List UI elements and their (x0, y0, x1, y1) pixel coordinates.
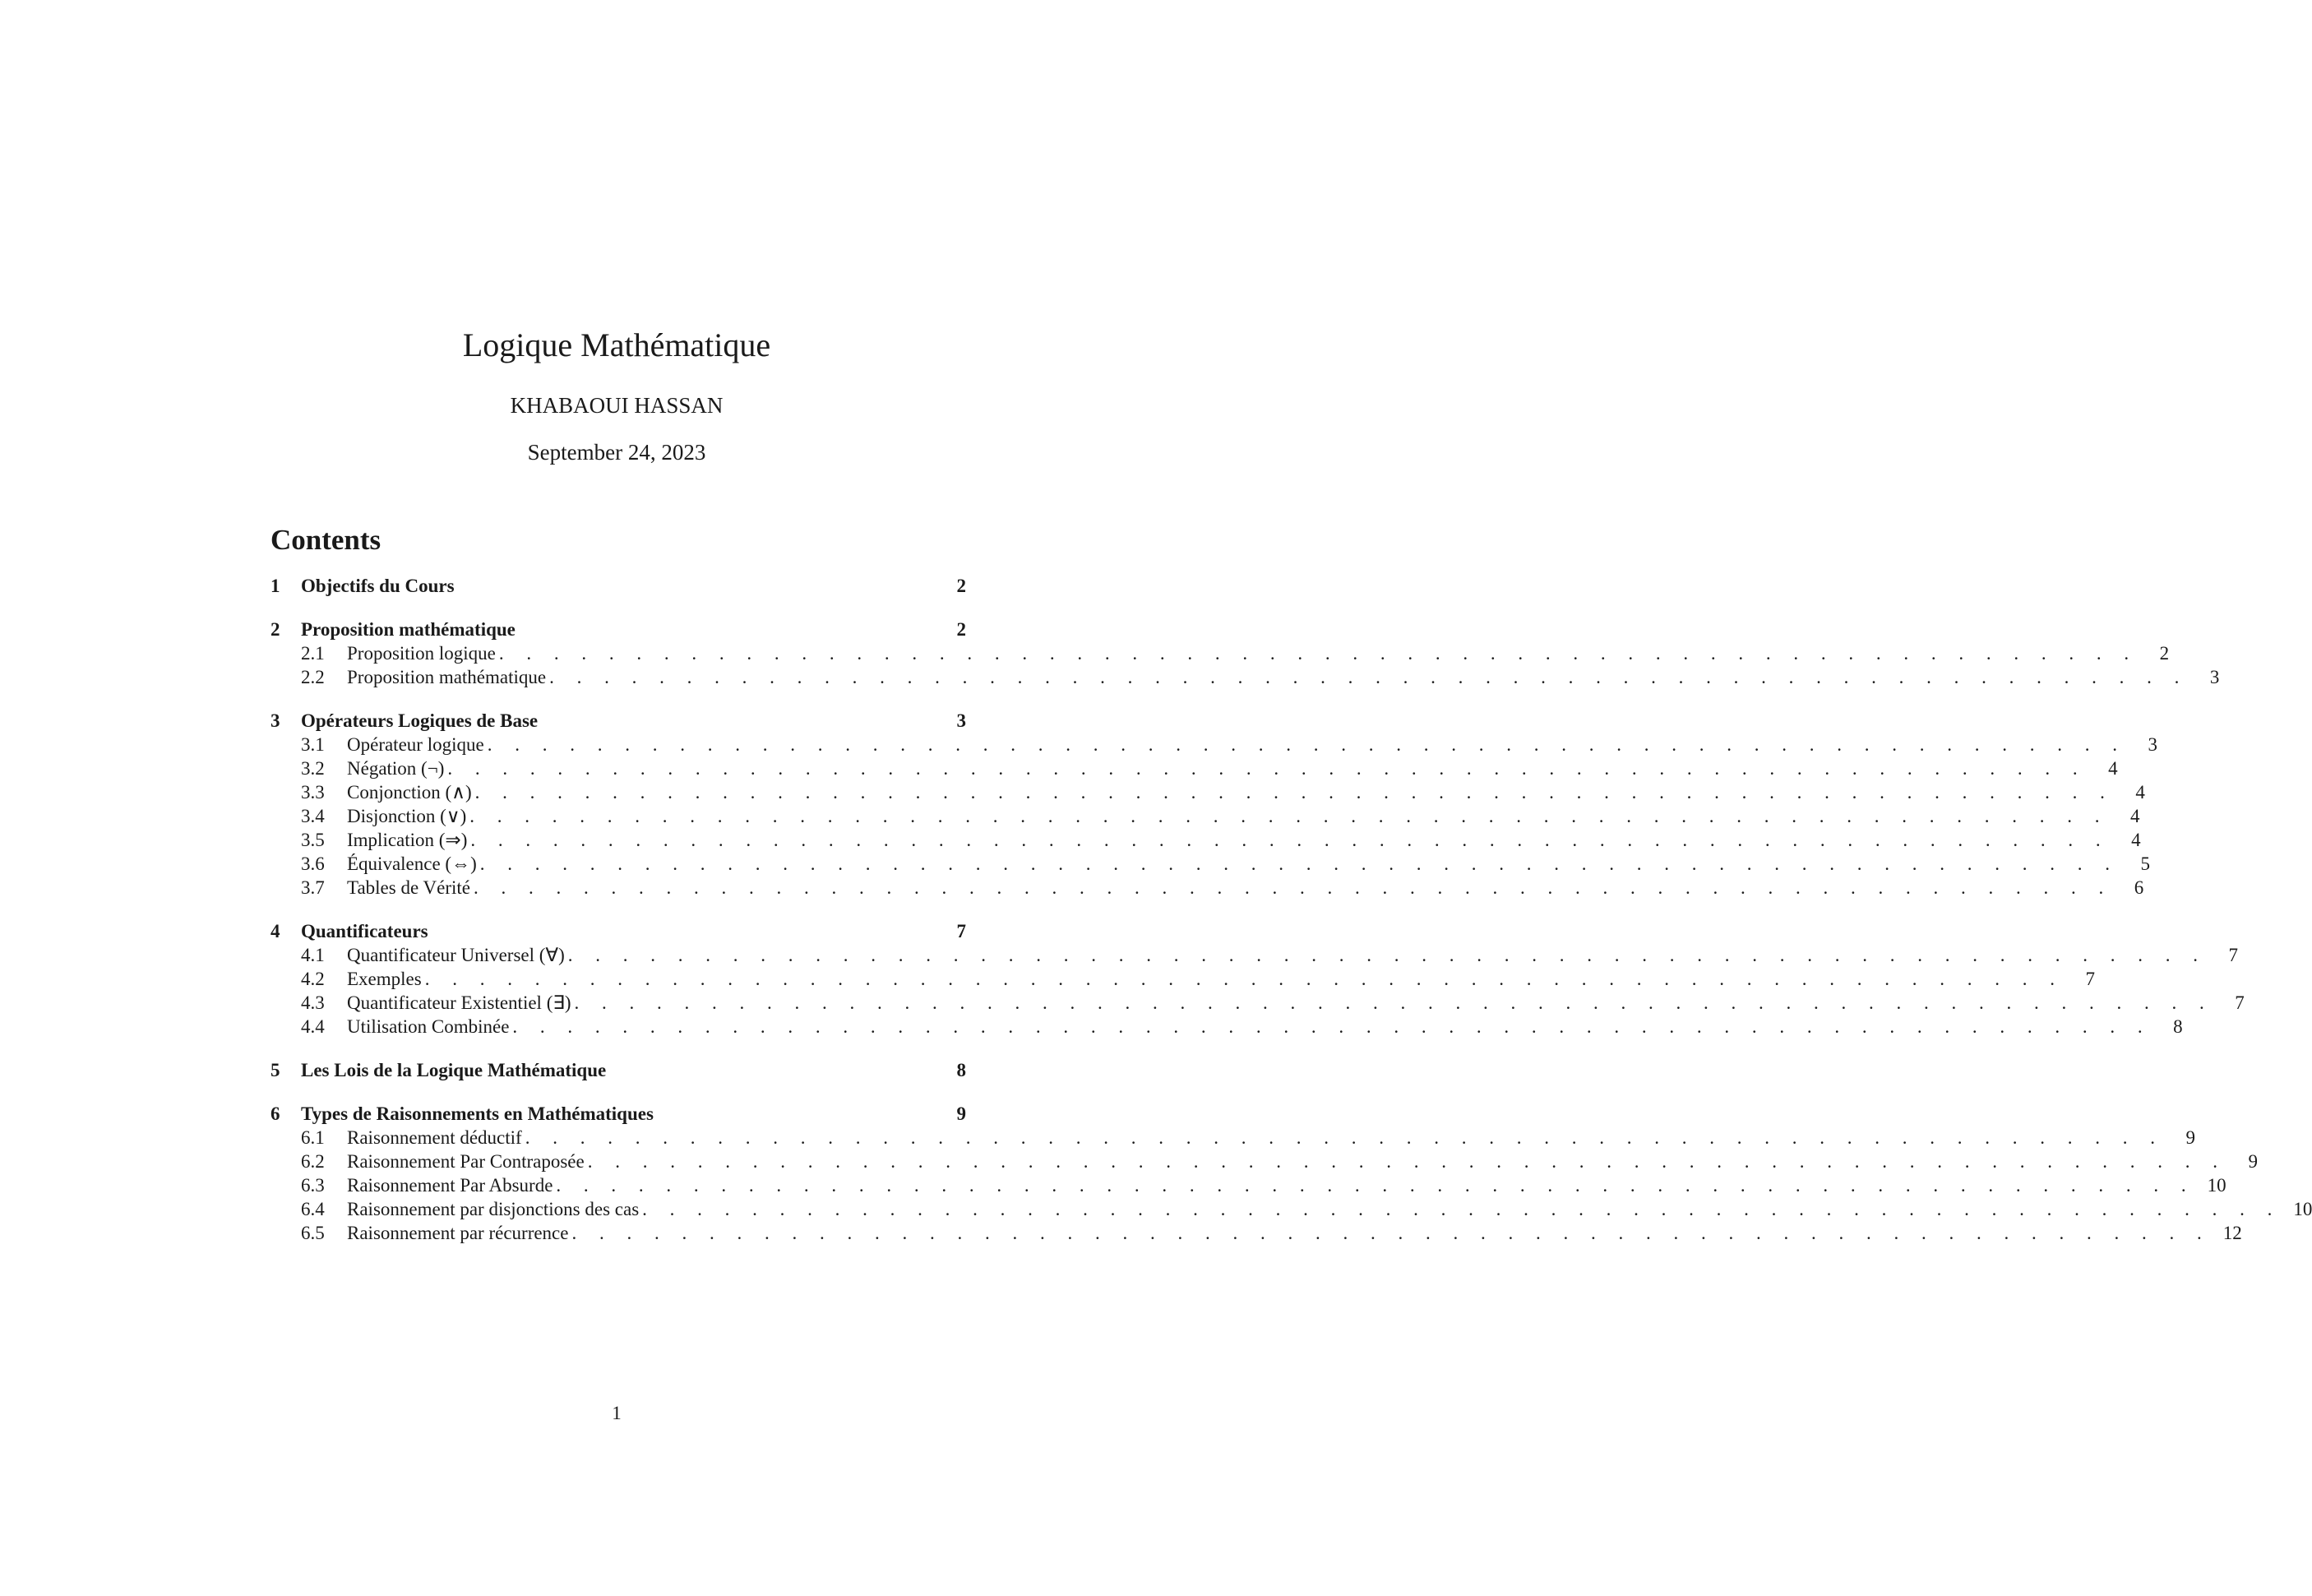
document-author: KHABAOUI HASSAN (510, 393, 724, 418)
toc-subsection-page: 9 (2185, 1127, 2195, 1148)
toc-subsection-page: 4 (2108, 758, 2118, 779)
toc-subsection-page: 3 (2209, 667, 2220, 687)
toc-section-title: Types de Raisonnements en Mathématiques (301, 1103, 654, 1124)
toc-section-number: 1 (271, 576, 280, 596)
toc-subsection-number: 6.2 (301, 1151, 325, 1172)
toc-subsection-number: 3.1 (301, 734, 325, 755)
toc-subsection-title: Utilisation Combinée (347, 1016, 510, 1037)
toc-dot-leader: . . . . . . . . . . . . . . . . . . . . . . . . . . . . . . . . . . . . . . . . . . . . . . . . . . . . . . . . . . . . (479, 854, 2119, 874)
toc-subsection-title: Négation (¬) (347, 758, 445, 779)
toc-section (271, 1102, 2312, 1245)
toc-subsection-entry[interactable] (271, 1150, 2258, 1173)
toc-subsection-page: 7 (2085, 969, 2095, 989)
toc-section-title: Les Lois de la Logique Mathématique (301, 1060, 607, 1080)
toc-dot-leader: . . . . . . . . . . . . . . . . . . . . . . . . . . . . . . . . . . . . . . . . . . . . . . . . . . . . . . . . . . . . (587, 1151, 2226, 1172)
toc-dot-leader: . . . . . . . . . . . . . . . . . . . . . . . . . . . . . . . . . . . . . . . . . . . . . . . . . . . . . . . . . . . . (424, 969, 2064, 989)
toc-subsection-page: 10 (2207, 1175, 2226, 1196)
toc-subsection-number: 4.1 (301, 945, 325, 965)
toc-subsection-page: 10 (2293, 1199, 2312, 1219)
toc-subsection-number: 4.4 (301, 1016, 325, 1037)
toc-subsection-number: 6.1 (301, 1127, 325, 1148)
toc-heading: Contents (271, 524, 381, 556)
toc-subsection-number: 6.3 (301, 1175, 325, 1196)
toc-section-title: Quantificateurs (301, 921, 428, 941)
toc-subsection-title: Raisonnement Par Absurde (347, 1175, 553, 1196)
document-date: September 24, 2023 (527, 440, 706, 465)
toc-section-entry[interactable] (271, 574, 966, 598)
toc-subsection-number: 6.4 (301, 1199, 325, 1219)
toc-subsection-number: 4.2 (301, 969, 325, 989)
toc-section (271, 1058, 966, 1082)
toc-subsection-page: 8 (2173, 1016, 2183, 1037)
toc-subsection-entry[interactable] (271, 1173, 2226, 1197)
toc-section-title: Opérateurs Logiques de Base (301, 710, 539, 731)
toc-subsection-entry[interactable] (271, 804, 2140, 828)
toc-section-entry[interactable] (271, 919, 966, 943)
toc-subsection-title: Raisonnement Par Contraposée (347, 1151, 585, 1172)
toc-section-number: 3 (271, 710, 280, 731)
toc-subsection-entry[interactable] (271, 1221, 2242, 1245)
toc-subsection-page: 7 (2228, 945, 2239, 965)
toc-dot-leader: . . . . . . . . . . . . . . . . . . . . . . . . . . . . . . . . . . . . . . . . . . . . . . . . . . . . . . . . . . . . (512, 1016, 2152, 1037)
toc-subsection-page: 4 (2135, 782, 2145, 803)
toc-dot-leader: . . . . . . . . . . . . . . . . . . . . . . . . . . . . . . . . . . . . . . . . . . . . . . . . . . . . . . . . . . . . (470, 830, 2110, 850)
toc-subsection-number: 3.4 (301, 806, 325, 826)
toc-dot-leader: . . . . . . . . . . . . . . . . . . . . . . . . . . . . . . . . . . . . . . . . . . . . . . . . . . . . . . . . . . . . (498, 643, 2139, 664)
toc-section-page: 9 (956, 1103, 966, 1124)
toc-dot-leader: . . . . . . . . . . . . . . . . . . . . . . . . . . . . . . . . . . . . . . . . . . . . . . . . . . . . . . . . . . . . (469, 806, 2109, 826)
toc-section-number: 6 (271, 1103, 280, 1124)
toc-subsection-number: 2.2 (301, 667, 325, 687)
toc-dot-leader: . . . . . . . . . . . . . . . . . . . . . . . . . . . . . . . . . . . . . . . . . . . . . . . . . . . . . . . . . . . . (473, 877, 2113, 898)
toc-subsection-page: 9 (2248, 1151, 2258, 1172)
toc-subsection-number: 2.1 (301, 643, 325, 664)
toc-subsection-title: Raisonnement par disjonctions des cas (347, 1199, 640, 1219)
toc-subsection-number: 3.5 (301, 830, 325, 850)
toc-subsection-title: Tables de Vérité (347, 877, 470, 898)
toc-section (271, 709, 2157, 900)
toc-section (271, 574, 966, 598)
toc-subsection-number: 3.2 (301, 758, 325, 779)
toc-subsection-entry[interactable] (271, 876, 2144, 900)
toc-section-number: 4 (271, 921, 280, 941)
toc-dot-leader: . . . . . . . . . . . . . . . . . . . . . . . . . . . . . . . . . . . . . . . . . . . . . . . . . . . . . . . . . . . . (574, 992, 2213, 1013)
toc-section-title: Objectifs du Cours (301, 576, 455, 596)
toc-section-page: 7 (956, 921, 966, 941)
toc-subsection-title: Raisonnement déductif (347, 1127, 522, 1148)
toc-section (271, 618, 2220, 689)
document-title: Logique Mathématique (462, 326, 771, 363)
toc-subsection-entry[interactable] (271, 967, 2095, 991)
toc-subsection-page: 4 (2129, 806, 2140, 826)
toc-section-number: 2 (271, 619, 280, 640)
toc-subsection-entry[interactable] (271, 756, 2118, 780)
toc-dot-leader: . . . . . . . . . . . . . . . . . . . . . . . . . . . . . . . . . . . . . . . . . . . . . . . . . . . . . . . . . . . . (447, 758, 2087, 779)
toc-subsection-title: Exemples (347, 969, 422, 989)
toc-section-page: 3 (956, 710, 966, 731)
toc-dot-leader: . . . . . . . . . . . . . . . . . . . . . . . . . . . . . . . . . . . . . . . . . . . . . . . . . . . . . . . . . . . . (556, 1175, 2195, 1196)
toc-subsection-page: 7 (2235, 992, 2245, 1013)
toc-subsection-entry[interactable] (271, 991, 2245, 1015)
toc-section (271, 919, 2245, 1039)
toc-section-page: 8 (956, 1060, 966, 1080)
toc-section-number: 5 (271, 1060, 280, 1080)
toc-section-page: 2 (956, 576, 966, 596)
toc-section-entry[interactable] (271, 709, 966, 733)
toc-subsection-page: 5 (2140, 854, 2150, 874)
toc-subsection-title: Quantificateur Existentiel (∃) (347, 992, 571, 1013)
toc-subsection-entry[interactable] (271, 852, 2150, 876)
toc-subsection-title: Proposition logique (347, 643, 496, 664)
toc-subsection-number: 4.3 (301, 992, 325, 1013)
toc-subsection-entry[interactable] (271, 641, 2170, 665)
toc-subsection-title: Proposition mathématique (347, 667, 547, 687)
toc-subsection-title: Équivalence (⇔) (347, 854, 477, 874)
toc-subsection-title: Raisonnement par récurrence (347, 1223, 569, 1243)
toc-dot-leader: . . . . . . . . . . . . . . . . . . . . . . . . . . . . . . . . . . . . . . . . . . . . . . . . . . . . . . . . . . . . (525, 1127, 2164, 1148)
page-number: 1 (612, 1403, 622, 1423)
toc-body (271, 574, 2312, 1245)
toc-section-entry[interactable] (271, 618, 966, 641)
toc-subsection-number: 3.7 (301, 877, 325, 898)
toc-subsection-title: Conjonction (∧) (347, 782, 472, 803)
toc-subsection-title: Opérateur logique (347, 734, 484, 755)
toc-dot-leader: . . . . . . . . . . . . . . . . . . . . . . . . . . . . . . . . . . . . . . . . . . . . . . . . . . . . . . . . . . . . (487, 734, 2126, 755)
toc-section-entry[interactable] (271, 1102, 966, 1126)
toc-subsection-page: 2 (2159, 643, 2170, 664)
toc-dot-leader: . . . . . . . . . . . . . . . . . . . . . . . . . . . . . . . . . . . . . . . . . . . . . . . . . . . . . . . . . . . . (567, 945, 2208, 965)
toc-subsection-entry[interactable] (271, 943, 2239, 967)
toc-subsection-page: 6 (2134, 877, 2144, 898)
toc-subsection-number: 6.5 (301, 1223, 325, 1243)
toc-subsection-page: 4 (2131, 830, 2141, 850)
toc-subsection-entry[interactable] (271, 1015, 2183, 1039)
toc-subsection-number: 3.3 (301, 782, 325, 803)
table-of-contents (271, 523, 2312, 1245)
toc-subsection-entry[interactable] (271, 1126, 2195, 1150)
toc-dot-leader: . . . . . . . . . . . . . . . . . . . . . . . . . . . . . . . . . . . . . . . . . . . . . . . . . . . . . . . . . . . . (474, 782, 2114, 803)
toc-subsection-entry[interactable] (271, 828, 2141, 852)
toc-subsection-title: Quantificateur Universel (∀) (347, 945, 565, 965)
toc-dot-leader: . . . . . . . . . . . . . . . . . . . . . . . . . . . . . . . . . . . . . . . . . . . . . . . . . . . . . . . . . . . . (642, 1199, 2282, 1219)
toc-dot-leader: . . . . . . . . . . . . . . . . . . . . . . . . . . . . . . . . . . . . . . . . . . . . . . . . . . . . . . . . . . . . (549, 667, 2189, 687)
toc-subsection-entry[interactable] (271, 665, 2220, 689)
toc-subsection-number: 3.6 (301, 854, 325, 874)
toc-subsection-page: 3 (2148, 734, 2157, 755)
toc-subsection-entry[interactable] (271, 780, 2145, 804)
toc-subsection-entry[interactable] (271, 733, 2157, 756)
toc-subsection-title: Disjonction (∨) (347, 806, 467, 826)
toc-subsection-entry[interactable] (271, 1197, 2312, 1221)
toc-subsection-page: 12 (2222, 1223, 2242, 1243)
toc-dot-leader: . . . . . . . . . . . . . . . . . . . . . . . . . . . . . . . . . . . . . . . . . . . . . . . . . . . . . . . . . . . . (571, 1223, 2211, 1243)
toc-subsection-title: Implication (⇒) (347, 830, 468, 850)
toc-section-title: Proposition mathématique (301, 619, 516, 640)
toc-section-entry[interactable] (271, 1058, 966, 1082)
toc-section-page: 2 (956, 619, 966, 640)
